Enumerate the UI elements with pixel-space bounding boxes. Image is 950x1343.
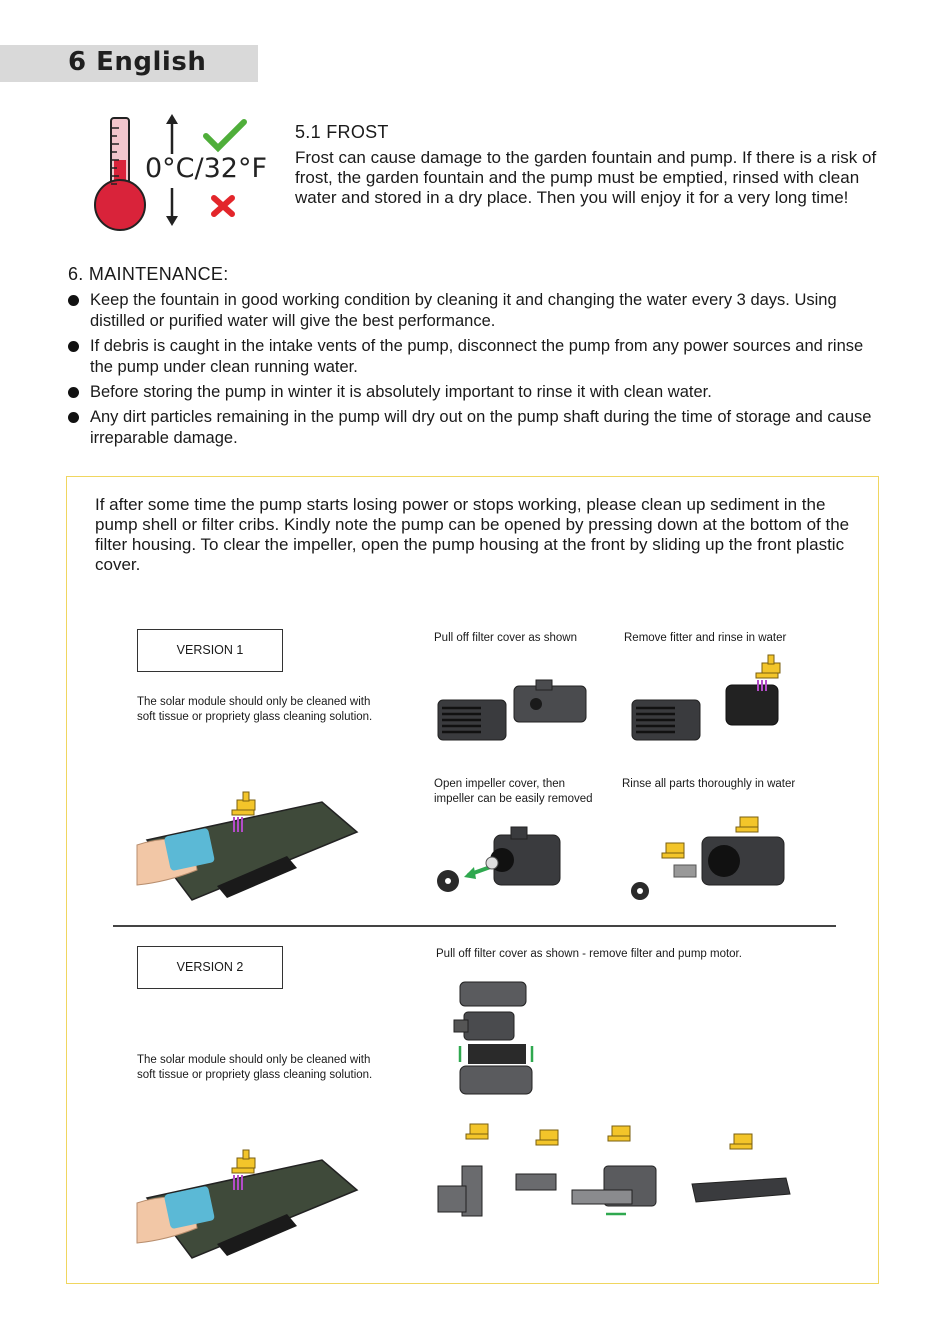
- rinse-all-parts-illustration: [628, 815, 788, 907]
- solar-panel-cleaning-illustration-2: [137, 1148, 362, 1260]
- version-divider: [113, 925, 836, 927]
- impeller-removal-illustration: [436, 825, 566, 897]
- page-title: 6 English: [68, 47, 207, 77]
- v1-step-remove-filter: Remove fitter and rinse in water: [624, 632, 787, 644]
- version-1-label: VERSION 1: [137, 629, 283, 672]
- v2-step-pull-filter-cover: Pull off filter cover as shown - remove filter and pump motor.: [436, 948, 742, 960]
- maintenance-heading: 6. MAINTENANCE:: [68, 264, 229, 284]
- list-item: Keep the fountain in good working condition by cleaning it and changing the water every 3 days. Using distilled or purified water will give the best performance.: [68, 290, 888, 332]
- version-2-solar-note: The solar module should only be cleaned with soft tissue or propriety glass cleaning solution.: [137, 1054, 373, 1081]
- v1-step-open-impeller: Open impeller cover, then impeller can be easily removed: [434, 778, 593, 805]
- v1-step-pull-filter-cover: Pull off filter cover as shown: [434, 632, 577, 644]
- bullet-icon: [68, 387, 79, 398]
- v1-step-rinse-parts: Rinse all parts thoroughly in water: [622, 778, 796, 790]
- frost-paragraph: Frost can cause damage to the garden fountain and pump. If there is a risk of frost, the garden fountain and the pump must be emptied, rinsed with clean water and stored in a dry place. Then you will enjoy it for a very long time!: [295, 148, 877, 207]
- list-item: Any dirt particles remaining in the pump will dry out on the pump shaft during the time of storage and cause irreparable damage.: [68, 407, 888, 449]
- v2-rinse-parts-illustration: [436, 1122, 796, 1222]
- list-item: If debris is caught in the intake vents of the pump, disconnect the pump from any power sources and rinse the pump under clean running water.: [68, 336, 888, 378]
- pump-filter-cover-illustration: [436, 680, 591, 742]
- bullet-icon: [68, 412, 79, 423]
- filter-rinse-illustration: [630, 655, 790, 743]
- temperature-label: 0°C/32°F: [145, 153, 268, 184]
- cleaning-intro-paragraph: If after some time the pump starts losing power or stops working, please clean up sediment in the pump shell or filter cribs. Kindly note the pump can be opened by pressing down at the bottom of the filter housing. To clear the impeller, open the pump housing at the front by sliding up the front plastic cover.: [95, 495, 850, 574]
- version-2-label: VERSION 2: [137, 946, 283, 989]
- bullet-icon: [68, 341, 79, 352]
- maintenance-list: [68, 290, 888, 453]
- frost-heading: 5.1 FROST: [295, 122, 389, 142]
- version-1-solar-note: The solar module should only be cleaned with soft tissue or propriety glass cleaning solution.: [137, 696, 373, 723]
- bullet-icon: [68, 295, 79, 306]
- solar-panel-cleaning-illustration: [137, 790, 362, 902]
- pump-exploded-view-illustration: [452, 980, 542, 1100]
- list-item: Before storing the pump in winter it is absolutely important to rinse it with clean water.: [68, 382, 888, 403]
